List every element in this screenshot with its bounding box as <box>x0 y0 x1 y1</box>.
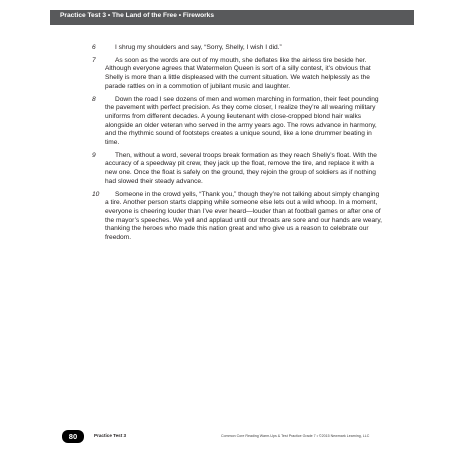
paragraph-text: Down the road I see dozens of men and women marching in formation, their feet pounding the pavement with perfect precision. As they come closer, I realize they’re all wearing military uniforms from different decades. A young lieutenant with close-cropped blond hair walks alongside an older veteran who served in the army years ago. The rows advance in harmony, and the rhythmic sound of footsteps creates a unique sound, like a lone drummer beating in time. <box>105 95 379 147</box>
paragraph-number: 8 <box>92 95 96 103</box>
paragraph-text: Then, without a word, several troops break formation as they reach Shelly’s float. With the accuracy of a speedway pit crew, they jack up the float, remove the tire, and replace it with a new one. Once the float is safely on the ground, they rejoin the group of soldiers as if nothing had slowed their steady advance. <box>105 151 377 185</box>
paragraph-text: As soon as the words are out of my mouth, she deflates like the airless tire beside her. Although everyone agrees that Watermelon Queen is sort of a silly contest, it’s obvious that Shelly is more than a little displeased with the current situation. We watch helplessly as the parade rattles on in a commotion of jubilant music and laughter. <box>105 56 371 90</box>
passage-body <box>92 44 382 247</box>
paragraph-number: 7 <box>92 56 96 64</box>
paragraph-10 <box>92 191 382 243</box>
paragraph-9 <box>92 152 382 187</box>
footer-test-label: Practice Test 3 <box>94 433 127 438</box>
paragraph-6 <box>92 44 382 53</box>
header-bar <box>50 10 414 25</box>
paragraph-text: I shrug my shoulders and say, “Sorry, Shelly, I wish I did.” <box>115 44 282 51</box>
paragraph-text: Someone in the crowd yells, “Thank you,” though they’re not talking about simply changing a tire. Another person starts clapping while someone else lets out a wild whoop. In a moment, everyone is cheering louder than I’ve ever heard—louder than at football games or after one of the mayor’s speeches. We yell and applaud until our throats are sore and our hands are weary, thanking the heroes who made this nation great and who give us a reason to celebrate our freedom. <box>105 190 382 242</box>
paragraph-number: 9 <box>92 151 96 159</box>
page-number: 80 <box>68 432 78 441</box>
paragraph-number: 10 <box>92 190 100 198</box>
page-number-badge <box>62 430 84 443</box>
paragraph-7 <box>92 57 382 92</box>
paragraph-number: 6 <box>92 44 96 51</box>
header-title: Practice Test 3 • The Land of the Free • Fireworks <box>60 12 214 19</box>
paragraph-8 <box>92 96 382 148</box>
footer-copyright: Common Core Reading Warm-Ups & Test Practice Grade 7 • ©2015 Newmark Learning, LLC <box>221 434 370 438</box>
